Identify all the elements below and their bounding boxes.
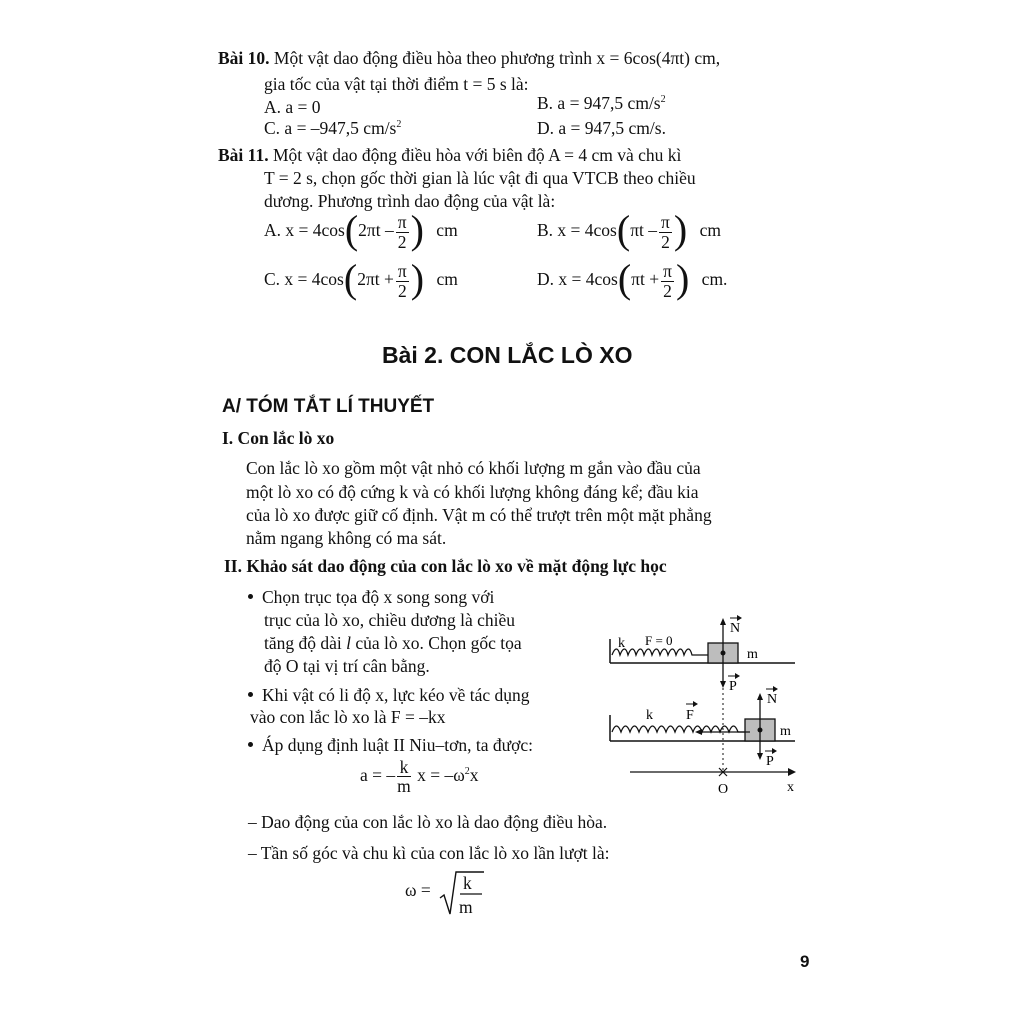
fraction-pi-over-2 [396, 262, 409, 300]
bai10-option-c-text: C. a = –947,5 cm/s [264, 118, 397, 138]
denominator: m [397, 776, 411, 797]
bullet-text: Áp dụng định luật II Niu–tơn, ta được: [262, 735, 534, 755]
arrow-N-top [720, 618, 726, 625]
eq-part: x = –ω [417, 764, 465, 785]
sqrt-numerator: k [463, 873, 472, 893]
eq-part: x [469, 764, 479, 785]
bullet-icon [248, 692, 253, 697]
bai10-option-a: A. a = 0 [264, 97, 321, 117]
page-title: Bài 2. CON LẮC LÒ XO [382, 342, 633, 368]
denominator: 2 [397, 280, 407, 301]
bullet-item-3 [248, 735, 533, 756]
paren-right: ) [410, 207, 424, 252]
fraction-pi-over-2 [659, 213, 672, 251]
bullet-text [264, 633, 522, 654]
bai10-line1 [218, 48, 720, 69]
bai10-label: Bài 10. [218, 48, 270, 68]
paren-right: ) [675, 256, 690, 301]
paren-right: ) [673, 207, 688, 252]
paren-left: ( [616, 207, 631, 252]
bullet-text: độ O tại vị trí cân bằng. [264, 656, 430, 676]
bai11-stem-line1: Một vật dao động điều hòa với biên độ A = 4 cm và chu kì [272, 145, 682, 165]
label-P: P [729, 679, 737, 694]
arrow-P-bottom [757, 753, 763, 760]
bai11-stem-line2: T = 2 s, chọn gốc thời gian là lúc vật đi qua VTCB theo chiều [264, 168, 696, 188]
paragraph-line: nằm ngang không có ma sát. [246, 528, 447, 548]
equation-omega: ω = [405, 880, 431, 900]
text: của lò xo. Chọn gốc tọa [351, 633, 522, 653]
bullet-item-1 [248, 587, 494, 608]
bai11-d-prefix: D. x = 4cos [537, 269, 618, 290]
section-heading-2: II. Khảo sát dao động của con lắc lò xo về mặt động lực học [224, 556, 667, 576]
bai10-option-d: D. a = 947,5 cm/s. [537, 118, 666, 138]
numerator: π [661, 212, 670, 233]
bai11-option-d [537, 256, 728, 301]
numerator: π [663, 261, 672, 282]
bai11-a-prefix: A. x = 4cos [264, 220, 345, 241]
section-heading-1: I. Con lắc lò xo [222, 428, 335, 448]
bai11-option-b [537, 207, 721, 252]
bai11-c-inner: 2πt + [357, 269, 394, 290]
bullet-text: Khi vật có li độ x, lực kéo về tác dụng [262, 685, 530, 705]
bai11-a-inner: 2πt – [358, 220, 394, 241]
label-f0: F = 0 [645, 633, 673, 648]
unit: cm [436, 269, 458, 290]
bullet-text: vào con lắc lò xo là F = –kx [250, 707, 446, 727]
paragraph-line: của lò xo được giữ cố định. Vật m có thể trượt trên một mặt phẳng [246, 505, 712, 525]
spring-diagram [600, 605, 800, 805]
label-m: m [780, 724, 791, 739]
bai10-option-b-text: B. a = 947,5 cm/s [537, 93, 661, 113]
bullet-icon [248, 594, 253, 599]
label-F: F [686, 708, 694, 723]
label-m: m [747, 647, 758, 662]
paren-right: ) [410, 256, 425, 301]
fraction-pi-over-2 [661, 262, 674, 300]
numerator: k [397, 758, 411, 777]
page-number: 9 [800, 952, 810, 971]
label-P: P [766, 754, 774, 769]
bai10-option-c-exp: 2 [396, 119, 402, 131]
sqrt-denominator: m [459, 897, 473, 917]
bullet-text: Chọn trục tọa độ x song song với [262, 587, 495, 607]
arrow-F [695, 729, 702, 735]
denominator: 2 [397, 231, 407, 252]
label-O: O [718, 782, 729, 797]
denominator: 2 [663, 280, 672, 301]
section-heading-a: A/ TÓM TẮT LÍ THUYẾT [222, 396, 435, 417]
label-x: x [787, 780, 794, 795]
dash-line-2: – Tần số góc và chu kì của con lắc lò xo lần lượt là: [248, 843, 610, 863]
numerator: π [397, 261, 407, 282]
bai11-stem-line3: dương. Phương trình dao động của vật là: [264, 191, 556, 211]
bullet-item-2 [248, 685, 530, 706]
bai11-b-inner: πt – [630, 220, 658, 241]
bai10-stem-line2: gia tốc của vật tại thời điểm t = 5 s là: [264, 74, 529, 94]
bai11-option-a [264, 207, 458, 252]
bullet-text: trục của lò xo, chiều dương là chiều [264, 610, 516, 630]
unit: cm [699, 220, 721, 241]
equation-newton [360, 758, 479, 796]
spring-top [612, 649, 708, 655]
bullet-icon [248, 742, 253, 747]
text-italic: l [346, 633, 352, 653]
paren-left: ( [344, 207, 359, 252]
spring-bottom [612, 726, 745, 732]
bai10-option-b-exp: 2 [660, 94, 666, 106]
bai11-d-inner: πt + [631, 269, 660, 290]
paragraph-line: Con lắc lò xo gồm một vật nhỏ có khối lượng m gắn vào đầu của [246, 458, 701, 478]
label-k: k [646, 708, 653, 723]
paragraph-line: một lò xo có độ cứng k và có khối lượng không đáng kể; đầu kia [246, 482, 699, 502]
label-k: k [618, 636, 625, 651]
eq-part: a = – [360, 764, 396, 785]
dash-line-1: – Dao động của con lắc lò xo là dao động điều hòa. [248, 812, 608, 832]
fraction-k-over-m [397, 758, 411, 796]
denominator: 2 [661, 231, 670, 252]
eq-exp: 2 [464, 766, 470, 778]
label-N: N [767, 692, 778, 707]
bai11-option-c [264, 256, 458, 301]
unit: cm [436, 220, 458, 241]
numerator: π [397, 212, 407, 233]
paren-left: ( [343, 256, 358, 301]
bai10-stem-line1: Một vật dao động điều hòa theo phương trình x = 6cos(4πt) cm, [273, 48, 721, 68]
label-N: N [730, 621, 741, 636]
bai11-c-prefix: C. x = 4cos [264, 269, 344, 290]
bai10-option-c [264, 118, 401, 139]
bai11-label: Bài 11. [218, 145, 269, 165]
bai11-b-prefix: B. x = 4cos [537, 220, 617, 241]
bai11-line1 [218, 145, 681, 166]
unit: cm. [701, 269, 728, 290]
text: tăng độ dài [264, 633, 347, 653]
arrow-N-bottom [757, 693, 763, 700]
fraction-pi-over-2 [396, 213, 409, 251]
paren-left: ( [617, 256, 632, 301]
bai10-option-b [537, 93, 666, 114]
